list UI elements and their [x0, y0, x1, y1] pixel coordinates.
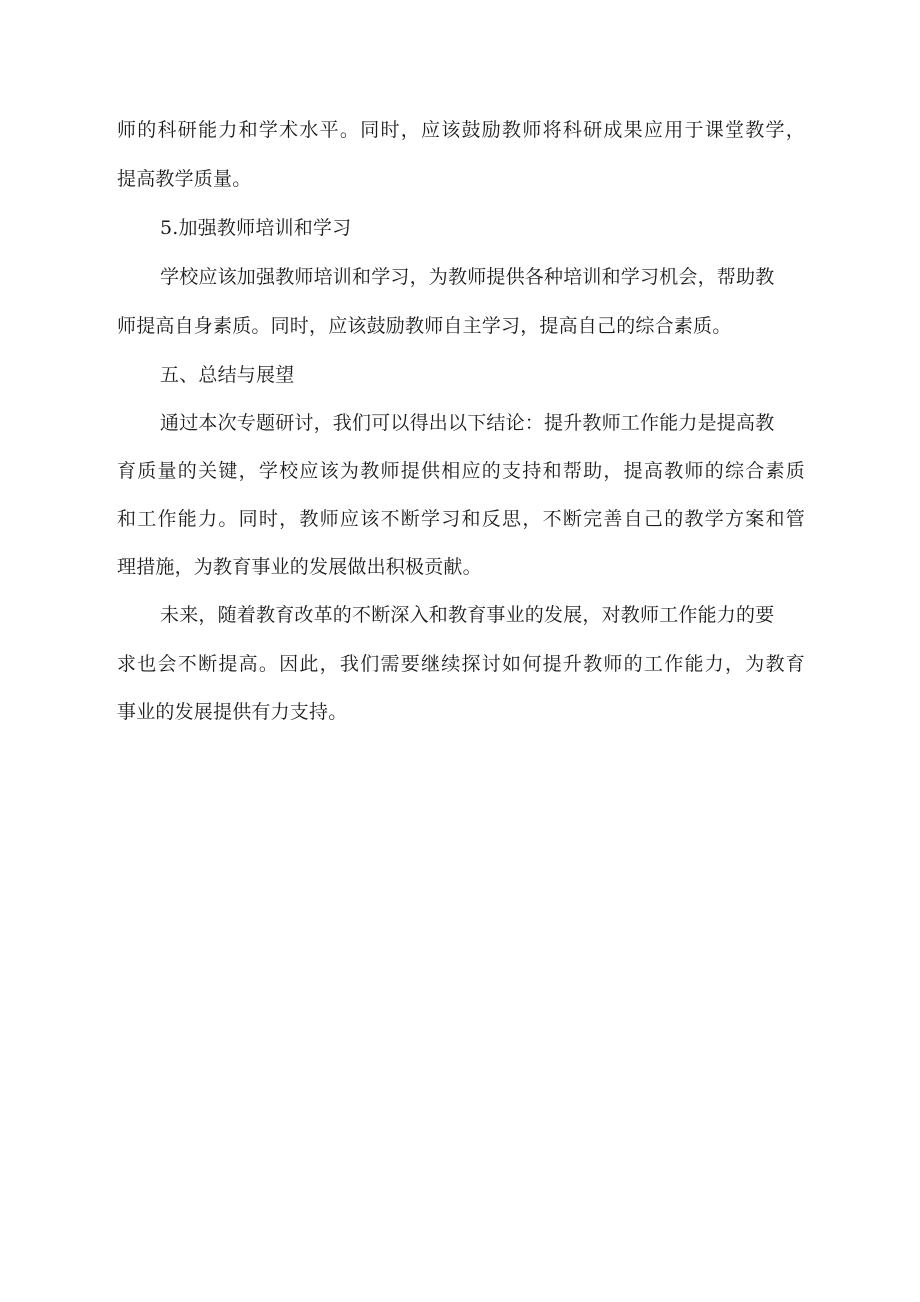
body-text-line: 育质量的关键，学校应该为教师提供相应的支持和帮助，提高教师的综合素质 [117, 460, 805, 482]
body-text-line: 通过本次专题研讨，我们可以得出以下结论：提升教师工作能力是提高教 [160, 412, 775, 434]
section-heading: 五、总结与展望 [160, 364, 295, 386]
body-text-line: 事业的发展提供有力支持。 [117, 701, 348, 723]
body-text-line: 提高教学质量。 [117, 168, 252, 190]
body-text-line: 学校应该加强教师培训和学习，为教师提供各种培训和学习机会，帮助教 [160, 266, 775, 288]
body-text-line: 师的科研能力和学术水平。同时，应该鼓励教师将科研成果应用于课堂教学， [117, 119, 805, 141]
body-text-line: 和工作能力。同时，教师应该不断学习和反思，不断完善自己的教学方案和管 [117, 508, 805, 530]
body-text-line: 未来，随着教育改革的不断深入和教育事业的发展，对教师工作能力的要 [160, 604, 775, 626]
body-text-line: 理措施，为教育事业的发展做出积极贡献。 [117, 556, 482, 578]
section-heading: 5.加强教师培训和学习 [160, 217, 352, 239]
body-text-line: 师提高自身素质。同时，应该鼓励教师自主学习，提高自己的综合素质。 [117, 315, 732, 337]
body-text-line: 求也会不断提高。因此，我们需要继续探讨如何提升教师的工作能力，为教育 [117, 653, 805, 675]
